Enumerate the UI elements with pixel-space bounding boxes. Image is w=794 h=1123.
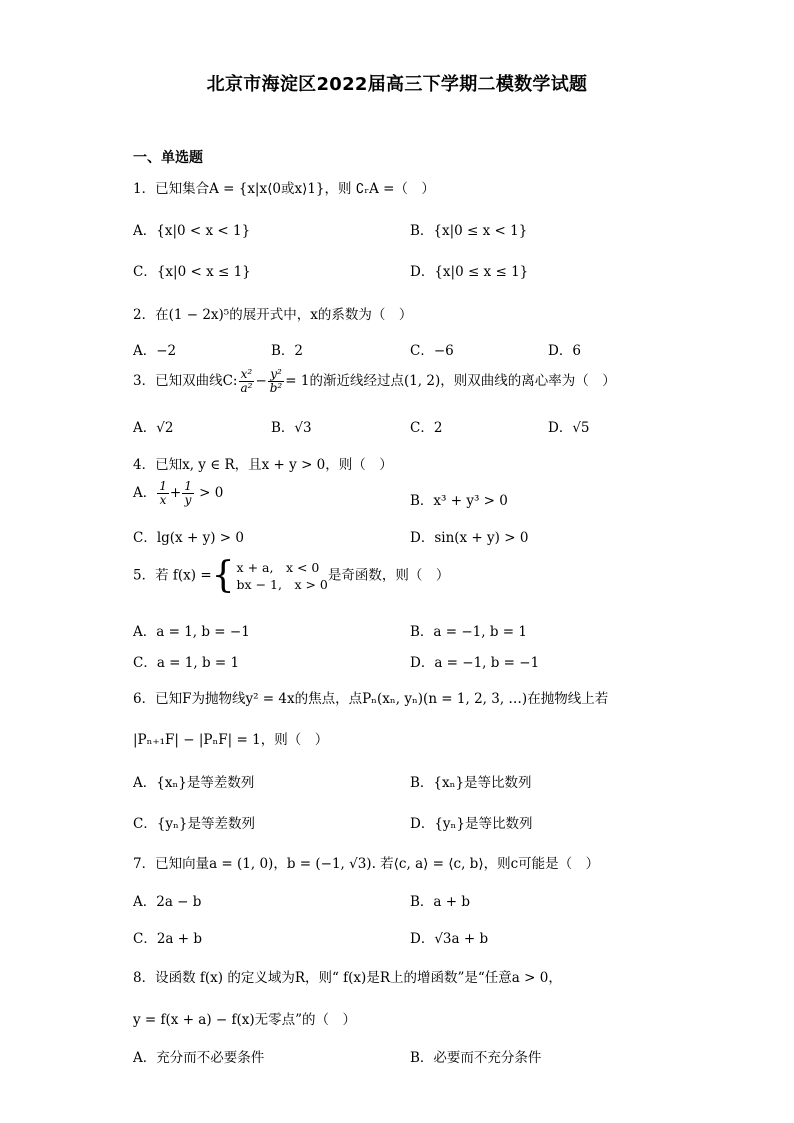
question-7-stem: 7．已知向量a = (1, 0)，b = (−1, √3). 若⟨c, a⟩ = ⟨c, b⟩，则c可能是（ ） <box>133 856 600 872</box>
question-6-stem-line1: 6．已知F为抛物线y² = 4x的焦点，点Pₙ(xₙ, yₙ)(n = 1, 2, 3, …)在抛物线上若 <box>133 691 609 707</box>
question-8-stem-line2: y = f(x + a) − f(x)无零点”的（ ） <box>133 1012 357 1028</box>
question-2-stem: 2．在(1 − 2x)⁵的展开式中，x的系数为（ ） <box>133 307 413 323</box>
question-4-stem: 4．已知x, y ∈ R，且x + y > 0，则（ ） <box>133 457 393 473</box>
question-4-option-d: D．sin(x + y) > 0 <box>410 530 529 546</box>
piecewise-function: { x + a, x < 0 bx − 1, x > 0 <box>211 555 328 596</box>
question-3-option-a: A．√2 <box>133 420 174 436</box>
question-6-option-b: B．{xₙ}是等比数列 <box>410 775 532 791</box>
question-7-option-d: D．√3a + b <box>410 931 489 947</box>
question-5-option-a: A．a = 1, b = −1 <box>133 624 250 640</box>
fraction-x2-over-a2: $\frac{\text{x²}}{\text{a²}}$ <box>240 367 253 395</box>
question-1-option-a: A．{x|0 < x < 1} <box>133 223 251 239</box>
section-heading: 一、单选题 <box>133 150 203 166</box>
question-3-option-c: C．2 <box>410 420 443 436</box>
question-7-option-c: C．2a + b <box>133 931 203 947</box>
question-8-option-a: A．充分而不必要条件 <box>133 1050 265 1066</box>
question-7-option-b: B．a + b <box>410 894 471 910</box>
page-title: 北京市海淀区2022届高三下学期二模数学试题 <box>206 74 588 95</box>
question-3-option-b: B．√3 <box>271 420 312 436</box>
question-1-stem: 1．已知集合A = {x|x⟨0或x⟩1}，则 ∁ᵣA =（ ） <box>133 181 435 197</box>
question-2-option-a: A．−2 <box>133 343 177 359</box>
question-6-stem-line2: |Pₙ₊₁F| − |PₙF| = 1，则（ ） <box>133 732 329 748</box>
question-6-option-a: A．{xₙ}是等差数列 <box>133 775 255 791</box>
question-1-option-d: D．{x|0 ≤ x ≤ 1} <box>410 264 529 280</box>
question-8-stem-line1: 8．设函数 f(x) 的定义域为R，则“ f(x)是R上的增函数”是“任意a > 0， <box>133 970 562 986</box>
question-5-option-d: D．a = −1, b = −1 <box>410 655 540 671</box>
question-2-option-c: C．−6 <box>410 343 454 359</box>
question-4-option-a: A． $\frac{1}{x}$ + $\frac{1}{y}$ > 0 <box>133 479 224 507</box>
question-3-stem: 3．已知双曲线C: $\frac{\text{x²}}{\text{a²}}$ − $\frac{\text{y²}}{\text{b²}}$ = 1的渐近线经过点(1, 2)，则双曲线的离心率为（ ） <box>133 367 616 395</box>
question-3-stem-prefix: 3．已知双曲线C: <box>133 373 238 389</box>
question-2-option-d: D．6 <box>548 343 581 359</box>
question-7-option-a: A．2a − b <box>133 894 202 910</box>
question-8-option-b: B．必要而不充分条件 <box>410 1050 542 1066</box>
question-2-option-b: B．2 <box>271 343 304 359</box>
fraction-y2-over-b2: $\frac{\text{y²}}{\text{b²}}$ <box>269 367 283 395</box>
question-6-option-c: C．{yₙ}是等差数列 <box>133 816 255 832</box>
question-5-option-b: B．a = −1, b = 1 <box>410 624 527 640</box>
question-5-stem: 5．若 f(x) = { x + a, x < 0 bx − 1, x > 0 是奇函数，则（ ） <box>133 555 450 596</box>
question-3-stem-suffix: = 1的渐近线经过点(1, 2)，则双曲线的离心率为（ ） <box>285 373 616 389</box>
question-1-option-b: B．{x|0 ≤ x < 1} <box>410 223 528 239</box>
question-4-option-b: B．x³ + y³ > 0 <box>410 493 508 509</box>
question-6-option-d: D．{yₙ}是等比数列 <box>410 816 533 832</box>
question-5-option-c: C．a = 1, b = 1 <box>133 655 240 671</box>
question-3-option-d: D．√5 <box>548 420 590 436</box>
question-4-option-c: C．lg(x + y) > 0 <box>133 530 244 546</box>
question-1-option-c: C．{x|0 < x ≤ 1} <box>133 264 251 280</box>
